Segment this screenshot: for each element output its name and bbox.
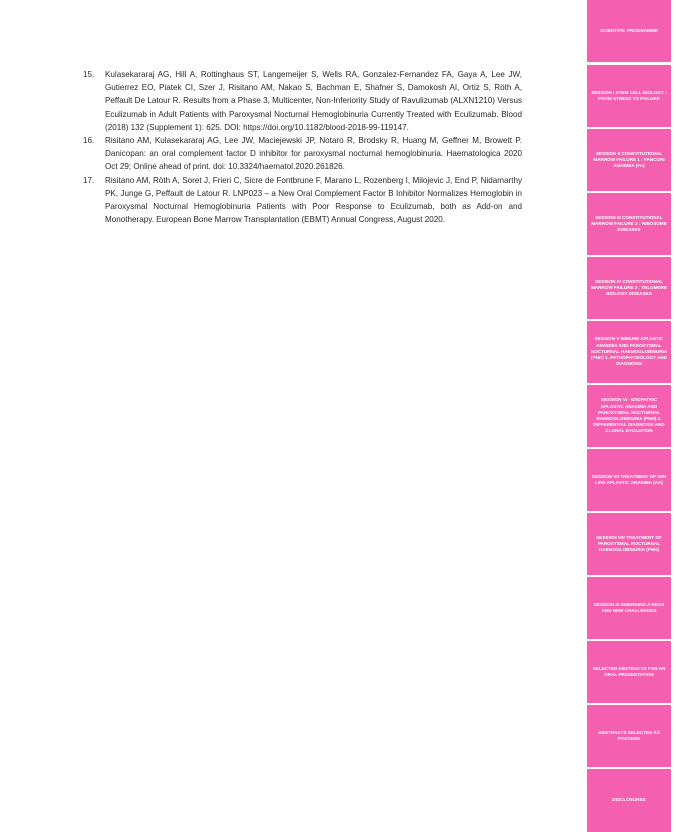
reference-item [83, 134, 522, 174]
sidebar-item-label: ABSTRACTS SELECTED AS POSTERS [598, 729, 660, 741]
reference-item [83, 68, 522, 134]
reference-number: 17. [83, 175, 95, 185]
sidebar-item-label: SESSION III CONSTITUTIONAL MARROW FAILURE 2 : RIBOSOME DISEASES [591, 214, 667, 233]
sidebar-item-label: SESSION II CONSTITUTIONAL MARROW FAILURE 1 : FANCONI ANAEMIA (FA) [593, 150, 665, 169]
sidebar-item-disclosures[interactable] [587, 769, 671, 832]
reference-text: Risitano AM, Kulasekararaj AG, Lee JW, Maciejewski JP, Notaro R, Brodsky R, Huang M, Geffner M, Browett P. Danicopan: an oral complement factor D inhibitor for paroxysmal nocturnal hemoglobinuria. Haematologica 2020 Oct 29; Online ahead of print. doi: 10.3324/haematol.2020.261826. [105, 136, 522, 172]
sidebar-item-session-7[interactable] [587, 449, 671, 511]
sidebar-item-label: SESSION IX EMERGING A REAS AND NEW CHALLENGES [593, 601, 665, 613]
sidebar-item-session-4[interactable] [587, 257, 671, 319]
reference-item [83, 174, 522, 227]
reference-list [83, 68, 522, 226]
sidebar-item-label: SESSION IV CONSTITUTIONAL MARROW FAILURE 3 : TELOMERE BIOLOGY DISEASES [590, 278, 668, 297]
sidebar-item-session-1[interactable] [587, 65, 671, 127]
reference-number: 16. [83, 136, 95, 146]
session-sidebar-nav [587, 0, 671, 832]
sidebar-item-label: SESSION VII TREATMENT OF IWH LINE APLASTIC ANAEMIA (AA) [591, 473, 667, 485]
sidebar-item-session-2[interactable] [587, 129, 671, 191]
sidebar-item-session-9[interactable] [587, 577, 671, 639]
sidebar-item-label: DISCLOSURES [612, 797, 646, 803]
sidebar-item-label: SCIENTIFIC PROGRAMME [600, 27, 658, 33]
reference-number: 15. [83, 70, 95, 79]
sidebar-item-label: SESSION VI - IDIOPATHIC APLASTIC ANAEMIA AND PAROXYSMAL NOCTURNAL HAEMOGLOBINURIA (PNH) 2. DIFFERENTIAL DIAGNOSIS AND CLONAL EVOLUTION [593, 397, 665, 434]
sidebar-item-label: SELECTED ABSTRACTS FOR AN ORAL PRESENTATION [592, 665, 666, 677]
sidebar-item-label: SESSION V IMMUNE APLASTIC ANAEMIA AND PAROXYSMAL NOCTURNAL HAEMOGLOBINURIA (PNH) 1. PATHOPHYSIOLOGY AND DIAGNOSIS [590, 336, 668, 367]
reference-text: Risitano AM, Röth A, Soret J, Frieri C, Sicre de Fontbrune F, Marano L, Rozenberg I, Milojevic J, End P, Nidamarthy PK, Junge G, Peffault de Latour R. LNP023 – a New Oral Complement Factor B Inhibitor Normalizes Hemoglobin in Paroxysmal Nocturnal Hemoglobinuria Patients with Poor Response to Eculizumab, both as Add-on and Monotherapy. European Bone Marrow Transplantation (EBMT) Annual Congress, August 2020. [105, 175, 522, 225]
sidebar-item-scientific-programme[interactable] [587, 0, 671, 62]
sidebar-item-session-5[interactable] [587, 321, 671, 383]
reference-text: Kulasekararaj AG, Hill A, Rottinghaus ST, Langemeijer S, Wells RA, Gonzalez-Fernandez FA, Gaya A, Lee JW, Gutierrez EO, Piatek CI, Szer J, Risitano AM, Nakao S, Bachman E, Shafner S, Damokosh AI, Ortiz S, Röth A, Peffault De Latour R. Results from a Phase 3, Multicenter, Non-Inferiority Study of Ravulizumab (ALXN1210) Versus Eculizumab in Adult Patients with Paroxysmal Nocturnal Hemoglobinuria Currently Treated with Eculizumab. Blood (2018) 132 (Supplement 1): 625. DOI: https://doi.org/10.1182/blood-2018-99-119147. [105, 70, 522, 132]
sidebar-item-label: SESSION VIII TREATMENT OF PAROXYSMAL NOCTURNAL HAEMOGLOBINURIA (PNH) [596, 534, 662, 553]
sidebar-item-session-3[interactable] [587, 193, 671, 255]
sidebar-item-label: SESSION I STEM CELL BIOLOGY : FROM STRESS TO FAILURE [591, 89, 667, 101]
sidebar-item-poster-abstracts[interactable] [587, 705, 671, 767]
sidebar-item-session-8[interactable] [587, 513, 671, 575]
sidebar-item-session-6[interactable] [587, 385, 671, 447]
sidebar-item-selected-oral-abstracts[interactable] [587, 641, 671, 703]
